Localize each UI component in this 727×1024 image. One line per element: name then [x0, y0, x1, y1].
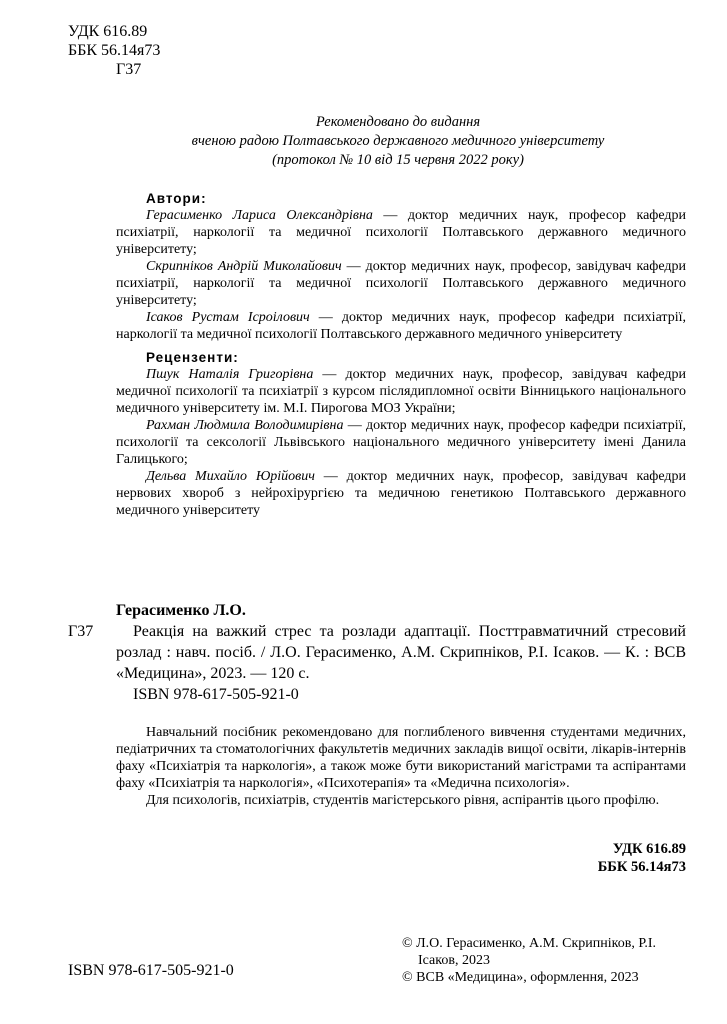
reviewer-name: Пшук Наталія Григорівна	[146, 367, 314, 382]
catalog-card	[68, 600, 686, 705]
reviewer-entry	[116, 417, 686, 468]
abstract-paragraph-1: Навчальний посібник рекомендовано для поглибленого вивчення студентами медичних, педіатричних та стоматологічних факультетів медичних закладів вищої освіти, лікарів-інтернів фаху «Психіатрія та наркологія», а також може бути використаний магістрами та аспірантами фаху «Психіатрія та наркологія», «Психотерапія» та «Медична психологія».	[116, 725, 686, 791]
catalog-description: Реакція на важкий стрес та розлади адаптації. Посттравматичний стресовий розлад : навч. посіб. / Л.О. Герасименко, А.М. Скрипніков, Р.І. Ісаков. — К. : ВСВ «Медицина», 2023. — 120 с.	[116, 623, 686, 682]
top-classification-codes	[68, 22, 160, 79]
catalog-isbn: ISBN 978-617-505-921-0	[133, 686, 299, 703]
abstract-block	[116, 724, 686, 809]
author-entry	[116, 258, 686, 309]
recommendation-line-2: вченою радою Полтавського державного медичного університету	[191, 133, 605, 149]
recommendation-line-3: (протокол № 10 від 15 червня 2022 року)	[272, 152, 524, 168]
author-name: Скрипніков Андрій Миколайович	[146, 259, 342, 274]
reviewer-name: Рахман Людмила Володимирівна	[146, 418, 344, 433]
bottom-classification-codes	[598, 840, 686, 876]
author-name: Герасименко Лариса Олександрівна	[146, 208, 373, 223]
author-mark: Г37	[116, 61, 142, 78]
authors-heading: Автори:	[146, 191, 207, 206]
recommendation-line-1: Рекомендовано до видання	[315, 114, 481, 130]
author-desc: — доктор медичних наук, професор кафедри психіатрії, наркології та медичної психології Полтавського державного медичного університету	[116, 310, 686, 342]
credits-block	[116, 190, 686, 519]
author-desc: — доктор медичних наук, професор, завідувач кафедри психіатрії, наркології та медичної психології Полтавського державного медичного університету;	[116, 259, 686, 308]
reviewer-entry	[116, 468, 686, 519]
reviewer-name: Дельва Михайло Юрійович	[146, 469, 315, 484]
bbk-code: ББК 56.14я73	[68, 42, 161, 59]
isbn-bottom: ISBN 978-617-505-921-0	[68, 962, 234, 979]
bbk-code-bottom: ББК 56.14я73	[597, 859, 686, 875]
reviewers-heading: Рецензенти:	[146, 350, 239, 365]
reviewer-desc: — доктор медичних наук, професор кафедри психіатрії, психології та сексології Львівського національного медичного університету імені Данила Галицького;	[116, 418, 687, 467]
udk-code: УДК 616.89	[68, 23, 148, 40]
reviewer-entry	[116, 366, 686, 417]
author-entry	[116, 207, 686, 258]
copyright-block	[402, 935, 692, 986]
catalog-main-author: Герасименко Л.О.	[116, 602, 246, 619]
reviewer-desc: — доктор медичних наук, професор, завідувач кафедри медичної психології та психіатрії з курсом післядипломної освіти Вінницького національного медичного університету ім. М.І. Пирогова МОЗ України;	[116, 367, 686, 416]
catalog-row	[68, 621, 686, 684]
copyright-authors: © Л.О. Герасименко, А.М. Скрипніков, Р.І. Ісаков, 2023	[402, 936, 657, 968]
copyright-publisher: © ВСВ «Медицина», оформлення, 2023	[402, 970, 639, 985]
author-entry	[116, 309, 686, 343]
author-desc: — доктор медичних наук, професор кафедри психіатрії, наркології та медичної психології Полтавського державного медичного університету;	[116, 208, 686, 257]
udk-code-bottom: УДК 616.89	[612, 841, 686, 857]
abstract-paragraph-2: Для психологів, психіатрів, студентів магістерського рівня, аспірантів цього профілю.	[146, 793, 660, 808]
reviewer-desc: — доктор медичних наук, професор, завідувач кафедри нервових хвороб з нейрохірургією та медичною генетикою Полтавського державного медичного університету	[116, 469, 686, 518]
author-name: Ісаков Рустам Ісроілович	[146, 310, 310, 325]
recommendation-block	[130, 113, 666, 170]
catalog-author-mark: Г37	[68, 623, 94, 640]
